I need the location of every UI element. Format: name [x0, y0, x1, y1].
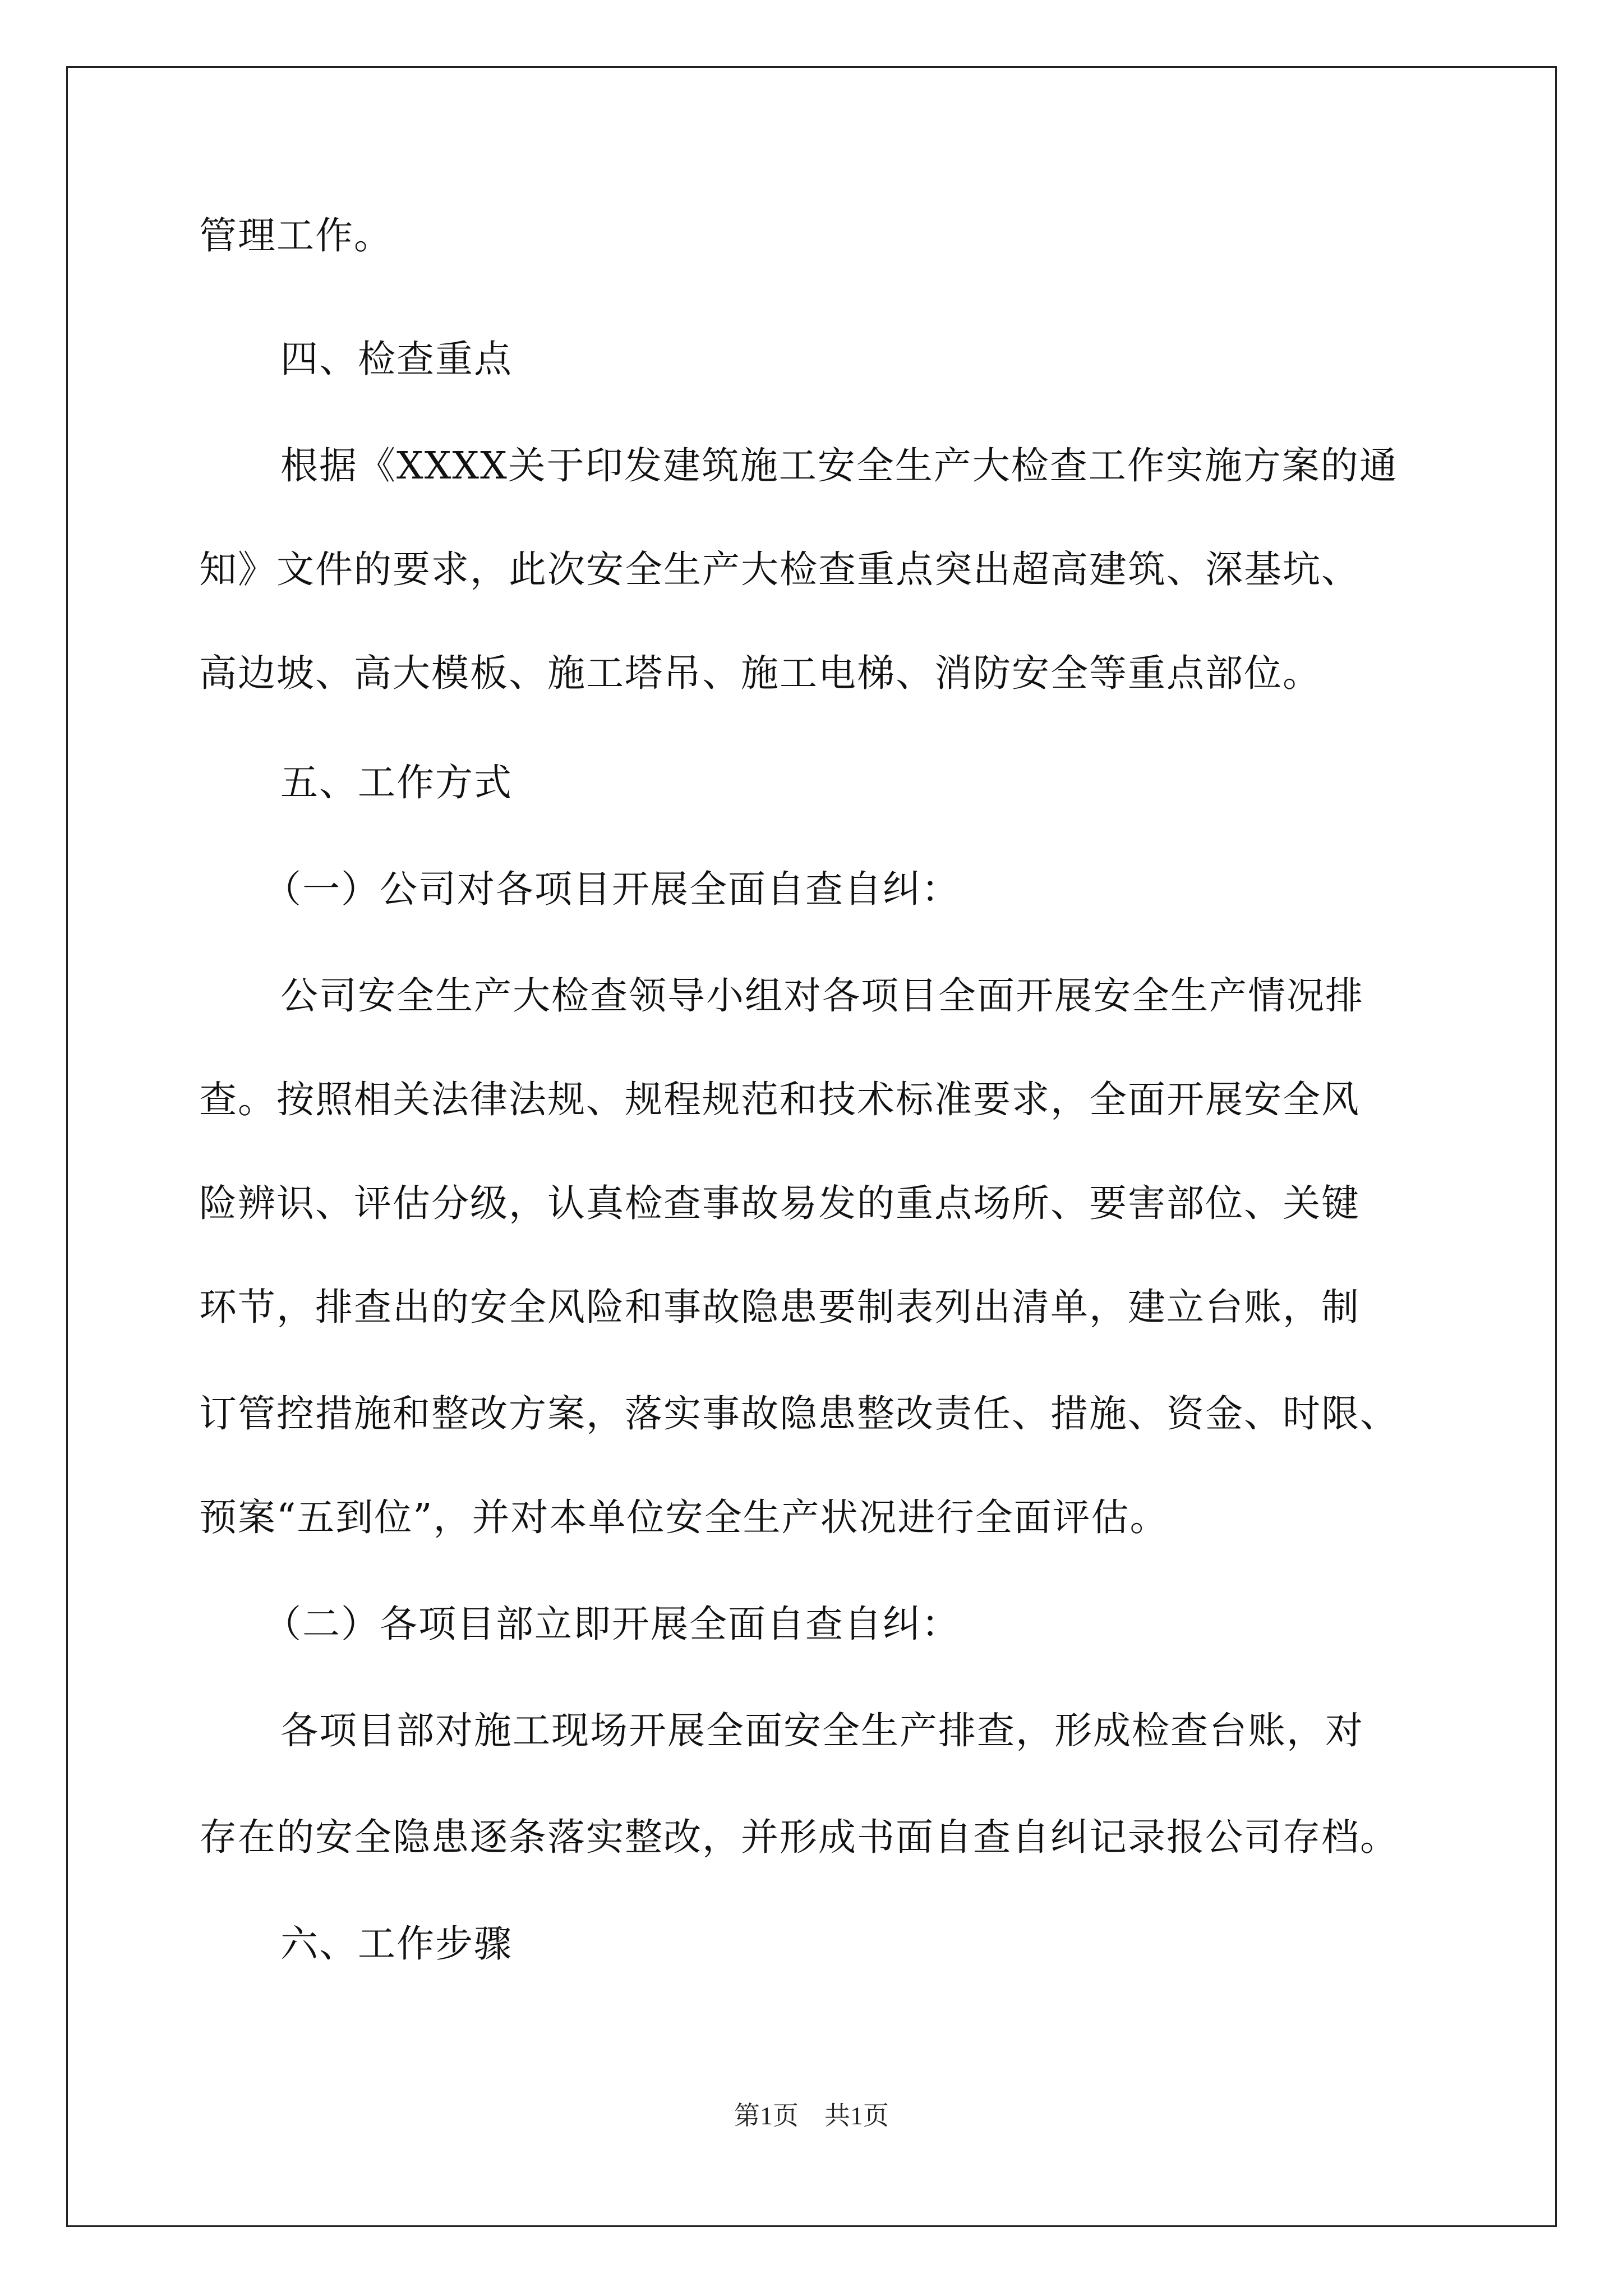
body-text-line: 管理工作。: [199, 214, 393, 257]
body-text-line: 预案“五到位”，并对本单位安全生产状况进行全面评估。: [199, 1496, 1169, 1539]
page-border: [66, 66, 1557, 2227]
paragraph-first-line: 公司安全生产大检查领导小组对各项目全面开展安全生产情况排: [280, 974, 1364, 1018]
body-text-line: 查。按照相关法律法规、规程规范和技术标准要求，全面开展安全风: [199, 1078, 1360, 1121]
body-text-line: 险辨识、评估分级，认真检查事故易发的重点场所、要害部位、关键: [199, 1181, 1360, 1225]
body-text-line: 订管控措施和整改方案，落实事故隐患整改责任、措施、资金、时限、: [199, 1392, 1399, 1435]
section-heading: 四、检查重点: [280, 337, 513, 381]
page-number-footer: 第1页 共1页: [734, 2101, 889, 2130]
section-heading: 六、工作步骤: [280, 1922, 513, 1966]
paragraph-first-line: 根据《XXXX关于印发建筑施工安全生产大检查工作实施方案的通: [280, 444, 1398, 487]
body-text-line: 环节，排查出的安全风险和事故隐患要制表列出清单，建立台账，制: [199, 1285, 1360, 1329]
body-text-line: 高边坡、高大模板、施工塔吊、施工电梯、消防安全等重点部位。: [199, 651, 1321, 695]
section-heading: 五、工作方式: [280, 761, 513, 804]
body-text-line: 存在的安全隐患逐条落实整改，并形成书面自查自纠记录报公司存档。: [199, 1815, 1399, 1859]
subsection-heading: （一）公司对各项目开展全面自查自纠：: [264, 867, 960, 911]
body-text-line: 知》文件的要求，此次安全生产大检查重点突出超高建筑、深基坑、: [199, 547, 1360, 591]
paragraph-first-line: 各项目部对施工现场开展全面安全生产排查，形成检查台账，对: [280, 1709, 1364, 1752]
subsection-heading: （二）各项目部立即开展全面自查自纠：: [264, 1602, 960, 1646]
